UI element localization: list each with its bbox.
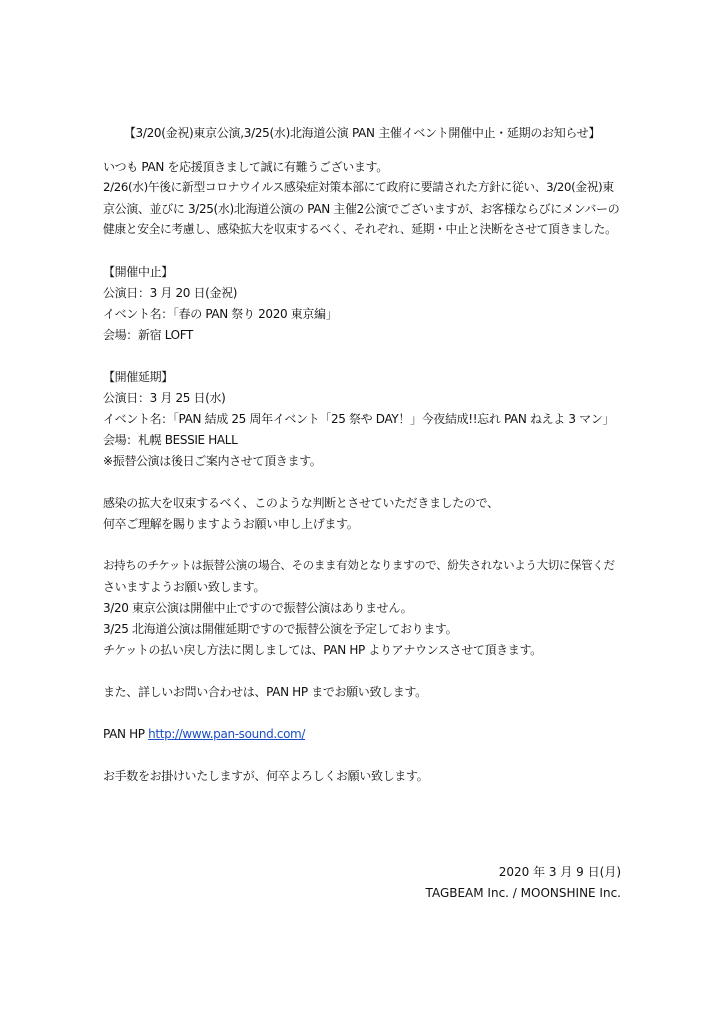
- tickets-line: 3/20 東京公演は開催中止ですので振替公演はありません。: [103, 601, 413, 615]
- inquiry-paragraph: [103, 683, 623, 704]
- cancelled-event: イベント名：「春の PAN 祭り 2020 東京編」: [103, 307, 338, 321]
- intro-paragraph: [103, 158, 623, 242]
- tickets-line: 3/25 北海道公演は開催延期ですので振替公演を予定しております。: [103, 622, 458, 636]
- notice-body: [103, 158, 623, 809]
- notice-title: 【3/20(金祝)東京公演,3/25(水)北海道公演 PAN 主催イベント開催中止・延期のお知らせ】: [123, 126, 601, 140]
- closing-line: お手数をお掛けいたしますが、何卒よろしくお願い致します。: [103, 769, 429, 783]
- cancelled-section: [103, 263, 623, 347]
- intro-line: 2/26(水)午後に新型コロナウイルス感染症対策本部にて政府に要請された方針に従い、3/20(金祝)東: [103, 180, 614, 194]
- issuer-name: TAGBEAM Inc. / MOONSHINE Inc.: [425, 886, 621, 900]
- homepage-label: PAN HP: [103, 727, 145, 741]
- homepage-link[interactable]: http://www.pan-sound.com/: [148, 727, 306, 741]
- homepage-paragraph: [103, 725, 623, 746]
- intro-line: 京公演、並びに 3/25(水)北海道公演の PAN 主催2公演でございますが、お客様ならびにメンバーの: [103, 202, 620, 216]
- postponed-venue: 会場：札幌 BESSIE HALL: [103, 433, 238, 447]
- cancelled-heading: 【開催中止】: [103, 265, 173, 279]
- homepage-line: [103, 725, 623, 746]
- tickets-paragraph: [103, 557, 623, 662]
- cancelled-venue: 会場：新宿 LOFT: [103, 328, 194, 342]
- postponed-event: イベント名：「PAN 結成 25 周年イベント「25 祭や DAY！」今夜結成!!忘れ PAN ねえよ 3 マン」: [103, 412, 615, 426]
- notice-footer: [426, 863, 621, 905]
- intro-line: いつも PAN を応援頂きまして誠に有難うございます。: [103, 160, 388, 174]
- tickets-line: さいますようお願い致します。: [103, 580, 266, 594]
- postponed-heading: 【開催延期】: [103, 370, 173, 384]
- intro-line: 健康と安全に考慮し、感染拡大を収束するべく、それぞれ、延期・中止と決断をさせて頂きました。: [103, 222, 617, 236]
- postponed-date: 公演日：3 月 25 日(水): [103, 391, 226, 405]
- understanding-line: 何卒ご理解を賜りますようお願い申し上げます。: [103, 517, 359, 531]
- inquiry-line: また、詳しいお問い合わせは、PAN HP までお願い致します。: [103, 685, 427, 699]
- tickets-line: お持ちのチケットは振替公演の場合、そのまま有効となりますので、紛失されないよう大切に保管くだ: [103, 558, 615, 572]
- closing-paragraph: [103, 767, 623, 788]
- notice-date: 2020 年 3 月 9 日(月): [498, 865, 621, 879]
- understanding-paragraph: [103, 494, 623, 536]
- tickets-line: チケットの払い戻し方法に関しましては、PAN HP よりアナウンスさせて頂きます。: [103, 643, 542, 657]
- cancelled-date: 公演日：3 月 20 日(金祝): [103, 286, 238, 300]
- understanding-line: 感染の拡大を収束するべく、このような判断とさせていただきましたので、: [103, 496, 499, 510]
- postponed-note: ※振替公演は後日ご案内させて頂きます。: [103, 454, 322, 468]
- postponed-section: [103, 368, 623, 473]
